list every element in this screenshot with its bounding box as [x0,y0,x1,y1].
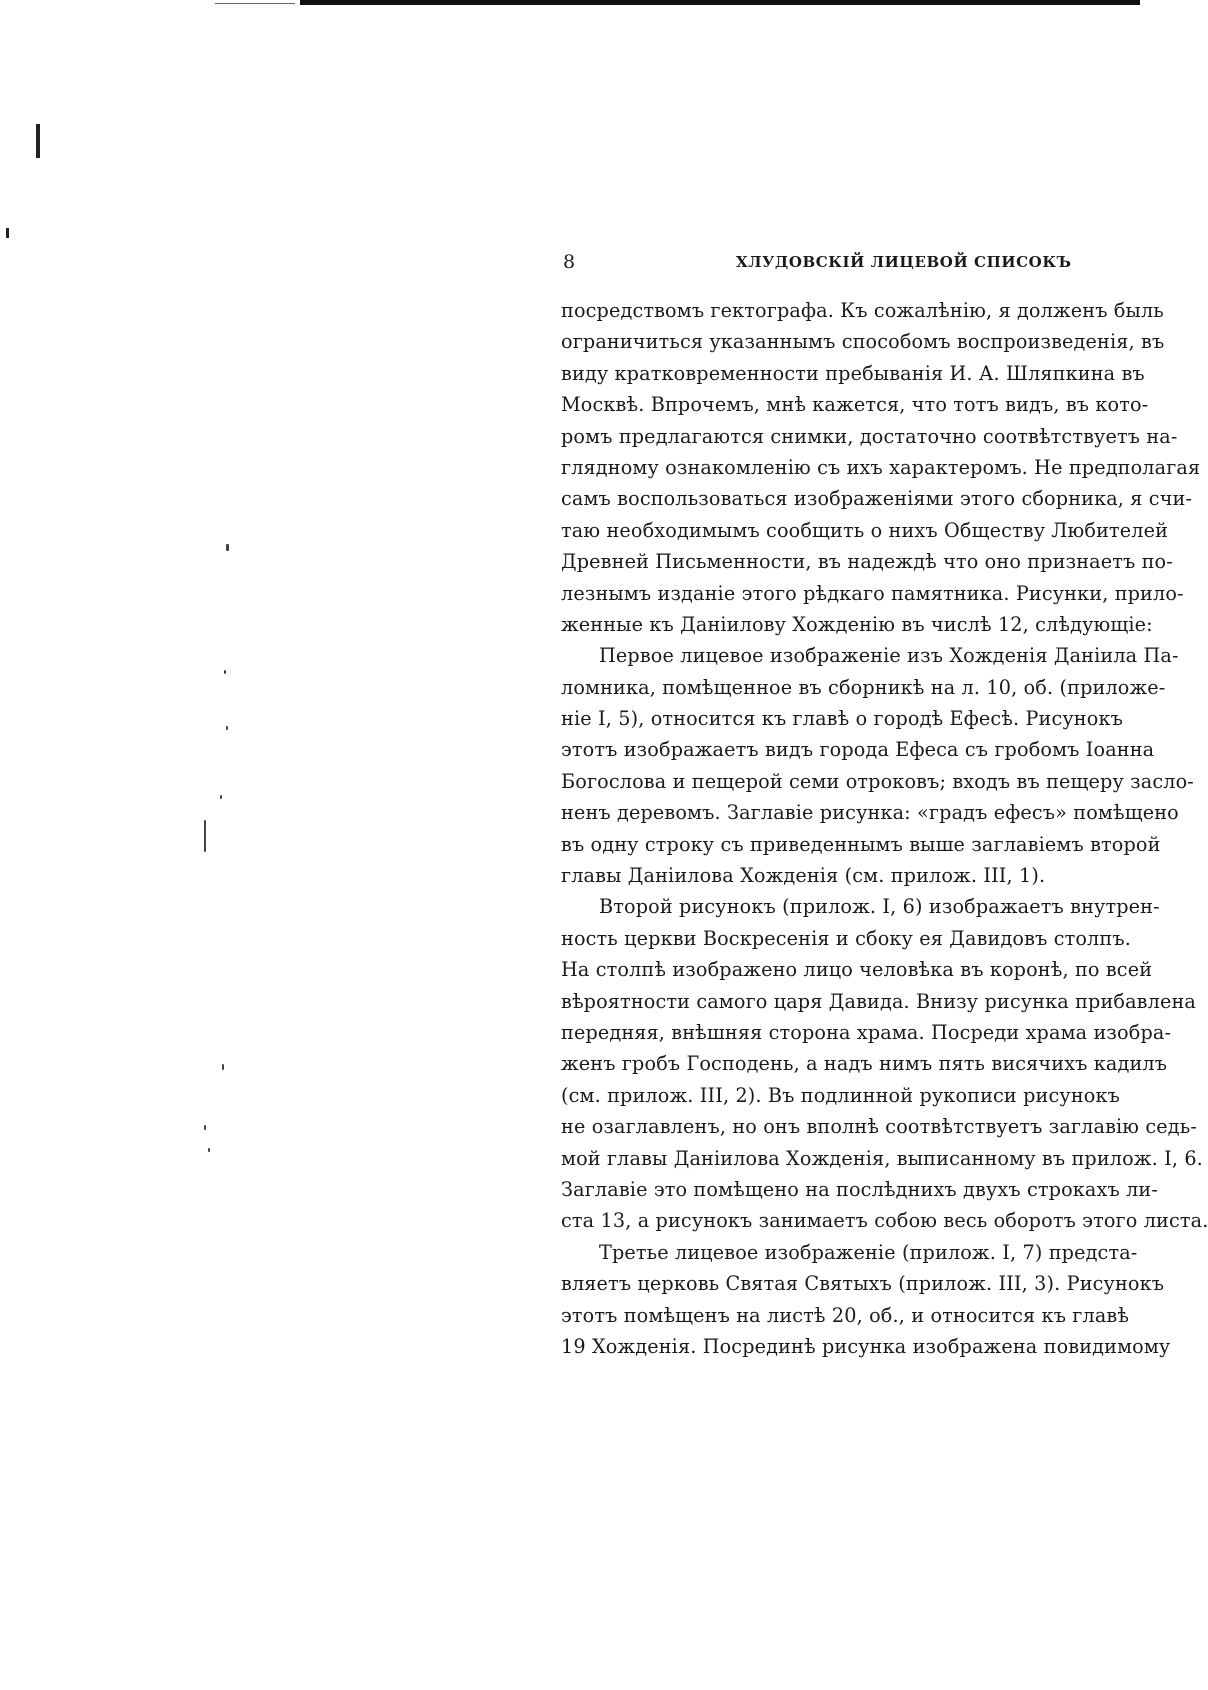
text-line: ность церкви Воскресенія и сбоку ея Давидовъ столпъ. [561,926,1131,950]
text-line: ромъ предлагаются снимки, достаточно соотвѣтствуетъ на- [561,424,1178,448]
text-line: Москвѣ. Впрочемъ, мнѣ кажется, что тотъ видъ, въ кото- [561,393,1149,417]
text-line: главы Даніилова Хожденія (см. прилож. ІІІ, 1). [561,864,1046,888]
text-line: вѣроятности самого царя Давида. Внизу рисунка прибавлена [561,989,1197,1013]
left-edge-scan-mark [36,124,40,158]
text-line: самъ воспользоваться изображеніями этого сборника, я счи- [561,487,1193,511]
text-line: Древней Письменности, въ надеждѣ что оно признаетъ по- [561,550,1173,574]
book-page [561,245,1208,1358]
margin-speck [222,1064,224,1070]
text-line: Богослова и пещерой семи отроковъ; входъ въ пещеру засло- [561,769,1194,793]
text-line: ограничиться указаннымъ способомъ воспроизведенія, въ [561,330,1165,354]
text-line: въ одну строку съ приведеннымъ выше заглавіемъ второй [561,832,1161,856]
page-number: 8 [563,251,576,273]
text-line: ніе І, 5), относится къ главѣ о городѣ Ефесѣ. Рисунокъ [561,707,1123,731]
body-text [561,295,1208,1362]
text-line: этотъ помѣщенъ на листѣ 20, об., и относится къ главѣ [561,1303,1130,1327]
text-line: таю необходимымъ сообщить о нихъ Обществу Любителей [561,518,1169,542]
text-line: не озаглавленъ, но онъ вполнѣ соотвѣтствуетъ заглавію седь- [561,1115,1198,1139]
text-line: передняя, внѣшняя сторона храма. Посреди храма изобра- [561,1020,1172,1044]
margin-speck [226,544,229,551]
margin-speck [224,670,226,674]
text-line: ста 13, а рисунокъ занимаетъ собою весь оборотъ этого листа. [561,1209,1208,1233]
margin-speck [208,1148,210,1152]
paragraph-start-line: Третье лицевое изображеніе (прилож. І, 7) предста- [599,1240,1138,1264]
text-line: лезнымъ изданіе этого рѣдкаго памятника. Рисунки, прило- [561,581,1184,605]
text-line: 19 Хожденія. Посрединѣ рисунка изображена повидимому [561,1334,1171,1358]
text-line: вляетъ церковь Святая Святыхъ (прилож. ІІІ, 3). Рисунокъ [561,1272,1165,1296]
text-line: женъ гробъ Господень, а надъ нимъ пять висячихъ кадилъ [561,1052,1168,1076]
margin-speck [204,820,206,852]
paragraph-start-line: Второй рисунокъ (прилож. І, 6) изображаетъ внутрен- [599,895,1160,919]
margin-speck [226,726,228,730]
text-line: Заглавіе это помѣщено на послѣднихъ двухъ строкахъ ли- [561,1177,1158,1201]
text-line: На столпѣ изображено лицо человѣка въ коронѣ, по всей [561,958,1153,982]
text-line: посредствомъ гектографа. Къ сожалѣнію, я долженъ быль [561,299,1164,322]
margin-speck [220,795,222,799]
top-edge-thin-line [215,3,295,4]
text-line: глядному ознакомленію съ ихъ характеромъ. Не предполагая [561,455,1201,479]
margin-speck [204,1125,206,1130]
left-edge-scan-mark-small [6,228,9,238]
text-line: ломника, помѣщенное въ сборникѣ на л. 10, об. (приложе- [561,675,1166,699]
running-title: ХЛУДОВСКІЙ ЛИЦЕВОЙ СПИСОКЪ [736,253,1072,271]
top-edge-scan-border [300,0,1140,5]
text-line: мой главы Даніилова Хожденія, выписанному въ прилож. І, 6. [561,1146,1203,1170]
paragraph-start-line: Первое лицевое изображеніе изъ Хожденія Даніила Па- [599,644,1179,668]
text-line: ненъ деревомъ. Заглавіе рисунка: «градъ ефесъ» помѣщено [561,801,1179,825]
text-line: (см. прилож. ІІІ, 2). Въ подлинной рукописи рисунокъ [561,1083,1120,1107]
text-line: виду кратковременности пребыванія И. А. Шляпкина въ [561,361,1145,385]
page-header [561,245,1140,281]
text-line: этотъ изображаетъ видъ города Ефеса съ гробомъ Іоанна [561,738,1155,762]
text-line: женные къ Даніилову Хожденію въ числѣ 12, слѣдующіе: [561,612,1153,636]
